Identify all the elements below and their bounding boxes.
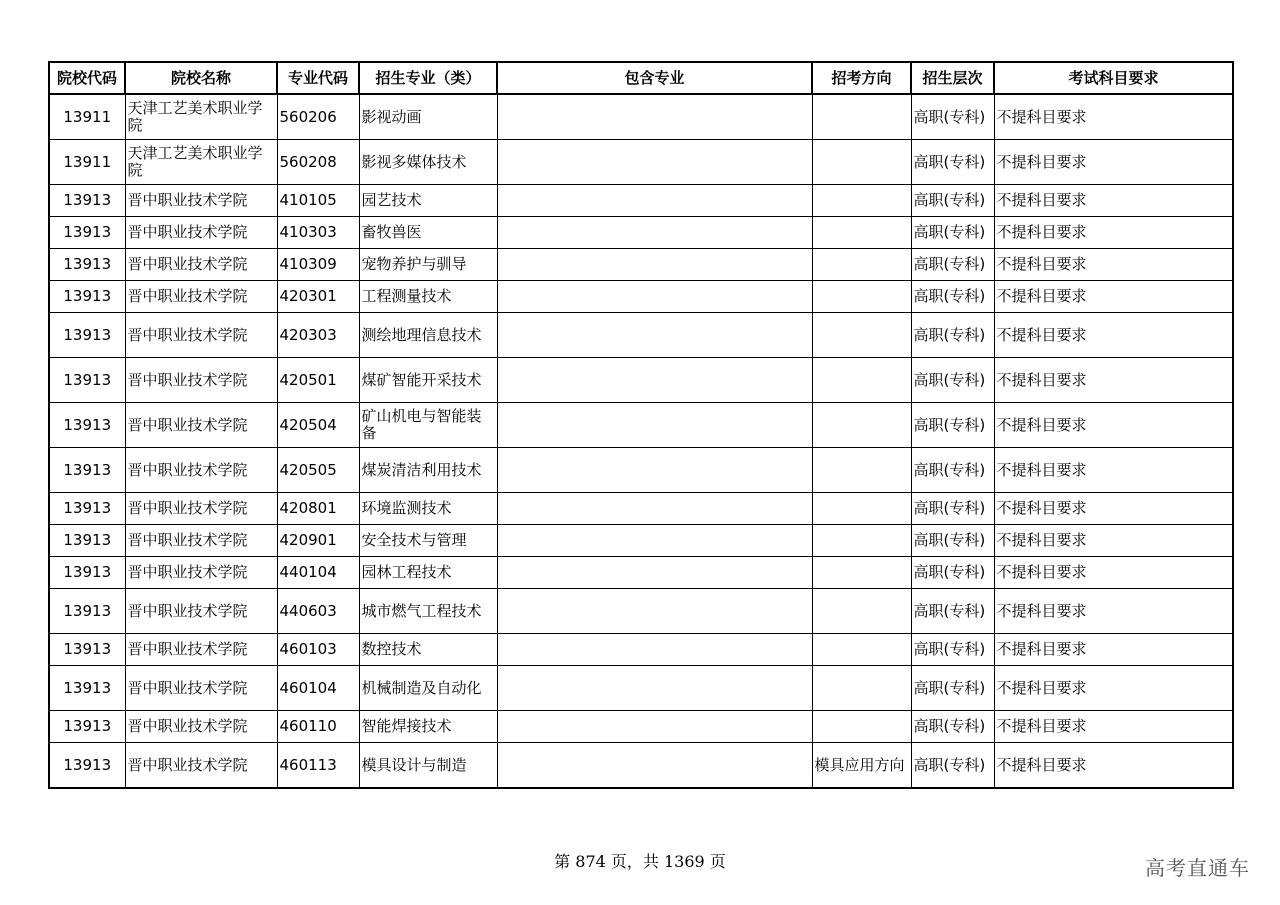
cell-school-code: 13913 xyxy=(49,249,125,281)
cell-major: 机械制造及自动化 xyxy=(359,666,497,711)
header-subject-requirement: 考试科目要求 xyxy=(994,62,1233,94)
cell-subject-requirement: 不提科目要求 xyxy=(994,94,1233,140)
cell-major-code: 420901 xyxy=(277,525,359,557)
cell-major: 城市燃气工程技术 xyxy=(359,589,497,634)
cell-subject-requirement: 不提科目要求 xyxy=(994,217,1233,249)
cell-school-code: 13913 xyxy=(49,358,125,403)
cell-school-name: 天津工艺美术职业学院 xyxy=(125,140,277,185)
cell-major: 模具设计与制造 xyxy=(359,743,497,789)
cell-major-code: 460104 xyxy=(277,666,359,711)
cell-school-code: 13913 xyxy=(49,666,125,711)
cell-direction xyxy=(812,313,911,358)
cell-major-code: 460110 xyxy=(277,711,359,743)
cell-school-code: 13913 xyxy=(49,743,125,789)
cell-school-code: 13913 xyxy=(49,711,125,743)
cell-major: 畜牧兽医 xyxy=(359,217,497,249)
table-row xyxy=(49,743,1233,789)
cell-school-name: 晋中职业技术学院 xyxy=(125,403,277,448)
table-row xyxy=(49,313,1233,358)
table-row xyxy=(49,557,1233,589)
cell-major: 影视多媒体技术 xyxy=(359,140,497,185)
cell-school-name: 晋中职业技术学院 xyxy=(125,743,277,789)
cell-level: 高职(专科) xyxy=(911,743,994,789)
cell-major: 矿山机电与智能装备 xyxy=(359,403,497,448)
cell-major: 智能焊接技术 xyxy=(359,711,497,743)
cell-major-code: 420505 xyxy=(277,448,359,493)
cell-school-code: 13913 xyxy=(49,403,125,448)
cell-major-code: 460113 xyxy=(277,743,359,789)
cell-major: 工程测量技术 xyxy=(359,281,497,313)
cell-major-code: 410309 xyxy=(277,249,359,281)
cell-included-majors xyxy=(497,589,812,634)
watermark: 高考直通车 xyxy=(1145,856,1250,880)
page-number: 第 874 页，共 1369 页 xyxy=(554,852,726,871)
cell-subject-requirement: 不提科目要求 xyxy=(994,589,1233,634)
cell-school-name: 晋中职业技术学院 xyxy=(125,249,277,281)
cell-direction xyxy=(812,249,911,281)
cell-included-majors xyxy=(497,525,812,557)
cell-level: 高职(专科) xyxy=(911,493,994,525)
table-row xyxy=(49,493,1233,525)
cell-included-majors xyxy=(497,634,812,666)
cell-level: 高职(专科) xyxy=(911,634,994,666)
cell-direction xyxy=(812,634,911,666)
cell-subject-requirement: 不提科目要求 xyxy=(994,525,1233,557)
cell-major: 数控技术 xyxy=(359,634,497,666)
cell-direction xyxy=(812,557,911,589)
cell-level: 高职(专科) xyxy=(911,358,994,403)
cell-major: 安全技术与管理 xyxy=(359,525,497,557)
table-row xyxy=(49,634,1233,666)
table-row xyxy=(49,249,1233,281)
cell-school-name: 晋中职业技术学院 xyxy=(125,634,277,666)
cell-included-majors xyxy=(497,313,812,358)
cell-included-majors xyxy=(497,711,812,743)
cell-school-code: 13913 xyxy=(49,185,125,217)
cell-direction xyxy=(812,589,911,634)
cell-school-name: 天津工艺美术职业学院 xyxy=(125,94,277,140)
cell-major-code: 460103 xyxy=(277,634,359,666)
cell-subject-requirement: 不提科目要求 xyxy=(994,493,1233,525)
cell-school-name: 晋中职业技术学院 xyxy=(125,185,277,217)
cell-subject-requirement: 不提科目要求 xyxy=(994,448,1233,493)
header-direction: 招考方向 xyxy=(812,62,911,94)
table-row xyxy=(49,589,1233,634)
cell-subject-requirement: 不提科目要求 xyxy=(994,358,1233,403)
cell-major-code: 420501 xyxy=(277,358,359,403)
cell-level: 高职(专科) xyxy=(911,94,994,140)
cell-subject-requirement: 不提科目要求 xyxy=(994,249,1233,281)
cell-level: 高职(专科) xyxy=(911,403,994,448)
cell-included-majors xyxy=(497,493,812,525)
cell-direction xyxy=(812,666,911,711)
cell-major: 煤炭清洁利用技术 xyxy=(359,448,497,493)
cell-school-code: 13913 xyxy=(49,634,125,666)
cell-included-majors xyxy=(497,140,812,185)
header-school-code: 院校代码 xyxy=(49,62,125,94)
cell-included-majors xyxy=(497,403,812,448)
cell-major-code: 410105 xyxy=(277,185,359,217)
cell-school-name: 晋中职业技术学院 xyxy=(125,358,277,403)
cell-included-majors xyxy=(497,557,812,589)
cell-level: 高职(专科) xyxy=(911,525,994,557)
cell-school-code: 13913 xyxy=(49,448,125,493)
table-row xyxy=(49,140,1233,185)
cell-school-name: 晋中职业技术学院 xyxy=(125,589,277,634)
cell-major-code: 560206 xyxy=(277,94,359,140)
cell-included-majors xyxy=(497,94,812,140)
cell-subject-requirement: 不提科目要求 xyxy=(994,557,1233,589)
cell-school-code: 13913 xyxy=(49,557,125,589)
cell-direction xyxy=(812,217,911,249)
cell-level: 高职(专科) xyxy=(911,217,994,249)
cell-direction xyxy=(812,94,911,140)
cell-level: 高职(专科) xyxy=(911,448,994,493)
table-row xyxy=(49,94,1233,140)
table-row xyxy=(49,711,1233,743)
table-body xyxy=(49,94,1233,788)
cell-subject-requirement: 不提科目要求 xyxy=(994,185,1233,217)
table-row xyxy=(49,403,1233,448)
cell-subject-requirement: 不提科目要求 xyxy=(994,281,1233,313)
admissions-table xyxy=(48,61,1234,789)
cell-level: 高职(专科) xyxy=(911,313,994,358)
table-row xyxy=(49,666,1233,711)
cell-direction: 模具应用方向 xyxy=(812,743,911,789)
cell-major: 煤矿智能开采技术 xyxy=(359,358,497,403)
cell-level: 高职(专科) xyxy=(911,589,994,634)
cell-subject-requirement: 不提科目要求 xyxy=(994,313,1233,358)
cell-school-name: 晋中职业技术学院 xyxy=(125,557,277,589)
cell-subject-requirement: 不提科目要求 xyxy=(994,666,1233,711)
cell-school-name: 晋中职业技术学院 xyxy=(125,711,277,743)
cell-level: 高职(专科) xyxy=(911,711,994,743)
table-row xyxy=(49,448,1233,493)
table-row xyxy=(49,525,1233,557)
cell-school-code: 13911 xyxy=(49,94,125,140)
cell-school-code: 13913 xyxy=(49,313,125,358)
header-level: 招生层次 xyxy=(911,62,994,94)
cell-direction xyxy=(812,493,911,525)
cell-school-name: 晋中职业技术学院 xyxy=(125,666,277,711)
header-major: 招生专业（类） xyxy=(359,62,497,94)
cell-included-majors xyxy=(497,217,812,249)
cell-major-code: 440104 xyxy=(277,557,359,589)
table-row xyxy=(49,281,1233,313)
header-major-code: 专业代码 xyxy=(277,62,359,94)
cell-school-name: 晋中职业技术学院 xyxy=(125,313,277,358)
cell-major: 园艺技术 xyxy=(359,185,497,217)
cell-school-code: 13913 xyxy=(49,281,125,313)
cell-major-code: 560208 xyxy=(277,140,359,185)
cell-school-code: 13913 xyxy=(49,217,125,249)
cell-included-majors xyxy=(497,448,812,493)
cell-major: 影视动画 xyxy=(359,94,497,140)
cell-school-code: 13913 xyxy=(49,589,125,634)
table-row xyxy=(49,185,1233,217)
cell-major-code: 410303 xyxy=(277,217,359,249)
cell-school-code: 13913 xyxy=(49,525,125,557)
cell-major-code: 420801 xyxy=(277,493,359,525)
table-row xyxy=(49,358,1233,403)
cell-included-majors xyxy=(497,666,812,711)
header-school-name: 院校名称 xyxy=(125,62,277,94)
cell-level: 高职(专科) xyxy=(911,281,994,313)
cell-school-code: 13913 xyxy=(49,493,125,525)
cell-level: 高职(专科) xyxy=(911,140,994,185)
cell-school-name: 晋中职业技术学院 xyxy=(125,281,277,313)
cell-major: 环境监测技术 xyxy=(359,493,497,525)
cell-major-code: 440603 xyxy=(277,589,359,634)
cell-level: 高职(专科) xyxy=(911,249,994,281)
cell-major-code: 420303 xyxy=(277,313,359,358)
cell-school-name: 晋中职业技术学院 xyxy=(125,493,277,525)
cell-school-name: 晋中职业技术学院 xyxy=(125,448,277,493)
cell-major: 测绘地理信息技术 xyxy=(359,313,497,358)
table-row xyxy=(49,217,1233,249)
header-included-majors: 包含专业 xyxy=(497,62,812,94)
cell-direction xyxy=(812,185,911,217)
cell-subject-requirement: 不提科目要求 xyxy=(994,634,1233,666)
cell-major: 园林工程技术 xyxy=(359,557,497,589)
cell-direction xyxy=(812,140,911,185)
cell-major-code: 420504 xyxy=(277,403,359,448)
cell-level: 高职(专科) xyxy=(911,185,994,217)
cell-level: 高职(专科) xyxy=(911,666,994,711)
cell-included-majors xyxy=(497,358,812,403)
cell-subject-requirement: 不提科目要求 xyxy=(994,403,1233,448)
cell-direction xyxy=(812,448,911,493)
cell-major-code: 420301 xyxy=(277,281,359,313)
cell-school-name: 晋中职业技术学院 xyxy=(125,217,277,249)
cell-included-majors xyxy=(497,185,812,217)
cell-included-majors xyxy=(497,743,812,789)
cell-direction xyxy=(812,281,911,313)
cell-included-majors xyxy=(497,281,812,313)
cell-school-code: 13911 xyxy=(49,140,125,185)
cell-major: 宠物养护与驯导 xyxy=(359,249,497,281)
cell-direction xyxy=(812,403,911,448)
cell-subject-requirement: 不提科目要求 xyxy=(994,743,1233,789)
cell-included-majors xyxy=(497,249,812,281)
cell-direction xyxy=(812,358,911,403)
cell-direction xyxy=(812,525,911,557)
cell-subject-requirement: 不提科目要求 xyxy=(994,140,1233,185)
cell-school-name: 晋中职业技术学院 xyxy=(125,525,277,557)
table-header-row xyxy=(49,62,1233,94)
cell-direction xyxy=(812,711,911,743)
cell-level: 高职(专科) xyxy=(911,557,994,589)
cell-subject-requirement: 不提科目要求 xyxy=(994,711,1233,743)
